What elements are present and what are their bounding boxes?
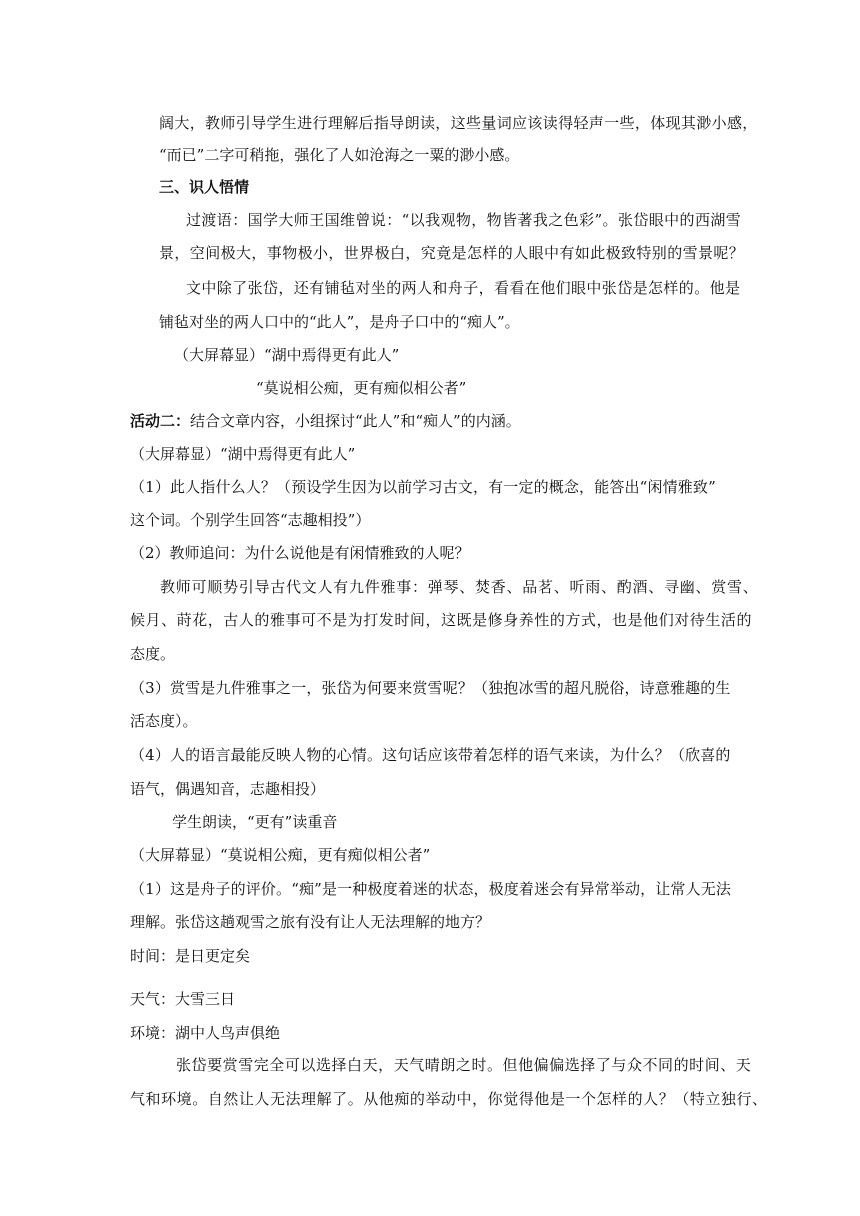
paragraph-line: 活态度）。 (130, 712, 198, 730)
paragraph-line: 态度。 (130, 645, 176, 663)
section-heading: 三、识人悟情 (159, 178, 250, 196)
paragraph-line: 时间：是日更定矣 (130, 947, 251, 965)
paragraph-line: （2）教师追问：为什么说他是有闲情雅致的人呢？ (130, 544, 470, 562)
paragraph-line: 候月、莳花，古人的雅事可不是为打发时间，这既是修身养性的方式，也是他们对待生活的 (130, 611, 753, 629)
paragraph-line: （4）人的语言最能反映人物的心情。这句话应该带着怎样的语气来读，为什么？（欣喜的 (130, 746, 731, 764)
paragraph-line: 理解。张岱这趟观雪之旅有没有让人无法理解的地方？ (130, 913, 491, 931)
activity-label: 活动二： (130, 412, 191, 430)
paragraph-line: 张岱要赏雪完全可以选择白天，天气晴朗之时。但他偏偏选择了与众不同的时间、天 (176, 1056, 752, 1074)
screen-display-quote: （大屏幕显）“湖中焉得更有此人” (130, 445, 356, 463)
paragraph-line: （1）这是舟子的评价。“痴”是一种极度着迷的状态，极度着迷会有异常举动，让常人无法 (130, 880, 732, 898)
screen-display-quote: “莫说相公痴，更有痴似相公者” (256, 379, 467, 397)
paragraph-line: 环境：湖中人鸟声俱绝 (130, 1024, 281, 1042)
paragraph-line: “而已”二字可稍拖，强化了人如沧海之一粟的渺小感。 (159, 146, 520, 164)
paragraph-line: 铺毡对坐的两人口中的“此人”，是舟子口中的“痴人”。 (159, 313, 520, 331)
paragraph-line: （3）赏雪是九件雅事之一，张岱为何要来赏雪呢？（独抱冰雪的超凡脱俗，诗意雅趣的生 (130, 679, 731, 697)
paragraph-line: 文中除了张岱，还有铺毡对坐的两人和舟子，看看在他们眼中张岱是怎样的。他是 (186, 279, 741, 297)
activity-text: 结合文章内容，小组探讨“此人”和“痴人”的内涵。 (190, 412, 521, 430)
paragraph-line: 这个词。个别学生回答“志趣相投”） (130, 511, 371, 529)
paragraph-line: 教师可顺势引导古代文人有九件雅事：弹琴、焚香、品茗、听雨、酌酒、寻幽、赏雪、 (160, 578, 759, 596)
paragraph-line: 过渡语：国学大师王国维曾说：“以我观物，物皆著我之色彩”。张岱眼中的西湖雪 (186, 211, 742, 229)
paragraph-line: 景，空间极大，事物极小，世界极白，究竟是怎样的人眼中有如此极致特别的雪景呢？ (159, 244, 745, 262)
paragraph-line: 语气，偶遇知音，志趣相投） (130, 780, 326, 798)
paragraph-line: 学生朗读，“更有”读重音 (172, 813, 338, 831)
paragraph-line: 阔大，教师引导学生进行理解后指导朗读，这些量词应该读得轻声一些，体现其渺小感， (159, 114, 758, 132)
screen-display-quote: （大屏幕显）“湖中焉得更有此人” (174, 346, 400, 364)
paragraph-line: （1）此人指什么人？（预设学生因为以前学习古文，有一定的概念，能答出“闲情雅致” (130, 478, 716, 496)
paragraph-line: 气和环境。自然让人无法理解了。从他痴的举动中，你觉得他是一个怎样的人？（特立独行、 (130, 1090, 768, 1108)
paragraph-line: 天气：大雪三日 (130, 990, 236, 1008)
screen-display-quote: （大屏幕显）“莫说相公痴，更有痴似相公者” (130, 846, 431, 864)
